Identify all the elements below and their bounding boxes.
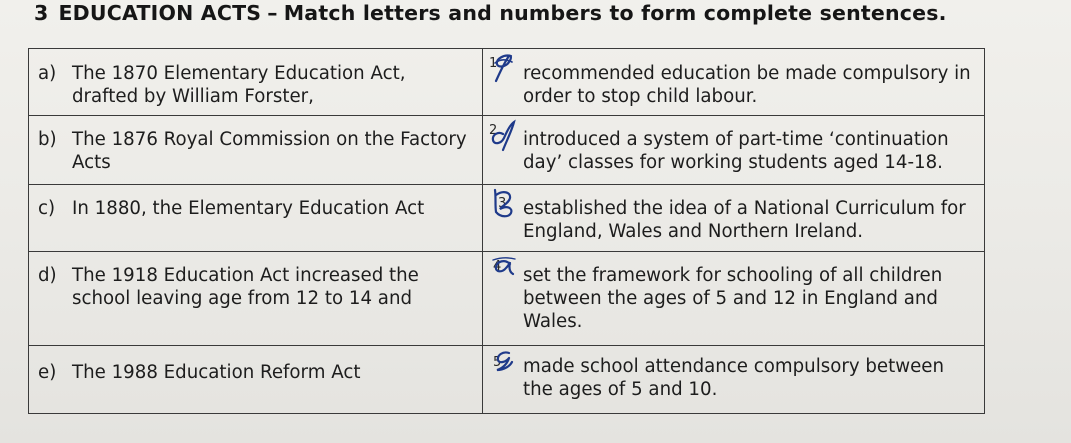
printed-number: 4 — [493, 259, 502, 274]
sentence-start-cell — [29, 49, 483, 116]
printed-number: 1 — [489, 56, 498, 71]
table-row — [29, 49, 985, 116]
sentence-end-text: established the idea of a National Curriculum for England, Wales and Northern Ireland. — [523, 198, 966, 242]
exercise-title: EDUCATION ACTS — [58, 1, 262, 25]
exercise-heading — [34, 1, 947, 25]
printed-number: 5 — [493, 355, 502, 370]
sentence-start-text: In 1880, the Elementary Education Act — [72, 198, 425, 219]
table-row — [29, 185, 985, 252]
handwritten-answer-mark — [487, 51, 521, 85]
printed-number: 3 — [498, 196, 507, 211]
exercise-number: 3 — [34, 1, 49, 25]
sentence-end-cell — [483, 346, 985, 414]
sentence-start-text: The 1876 Royal Commission on the Factory Acts — [72, 129, 467, 173]
matching-table — [28, 48, 985, 414]
handwritten-answer-mark — [487, 118, 521, 152]
sentence-end-text: made school attendance compulsory between the ages of 5 and 10. — [523, 356, 945, 400]
sentence-start-text: The 1918 Education Act increased the school leaving age from 12 to 14 and — [72, 265, 419, 309]
sentence-end-text: recommended education be made compulsory in order to stop child labour. — [523, 63, 971, 107]
option-letter: d) — [38, 265, 57, 286]
sentence-end-cell — [483, 185, 985, 252]
exercise-instruction: Match letters and numbers to form complete sentences. — [283, 1, 947, 25]
sentence-start-cell — [29, 346, 483, 414]
sentence-start-text: The 1988 Education Reform Act — [72, 362, 361, 383]
handwritten-answer-mark — [487, 254, 521, 288]
table-row — [29, 346, 985, 414]
option-letter: e) — [38, 362, 57, 383]
title-dash: – — [267, 1, 278, 25]
sentence-start-cell — [29, 116, 483, 185]
sentence-end-cell — [483, 116, 985, 185]
sentence-end-cell — [483, 49, 985, 116]
table-row — [29, 252, 985, 346]
option-letter: a) — [38, 63, 57, 84]
table-row — [29, 116, 985, 185]
option-letter: b) — [38, 129, 57, 150]
sentence-end-text: introduced a system of part-time ‘continuation day’ classes for working students aged 14-18. — [523, 129, 949, 173]
sentence-start-cell — [29, 185, 483, 252]
sentence-start-cell — [29, 252, 483, 346]
option-letter: c) — [38, 198, 56, 219]
handwritten-answer-mark — [487, 348, 521, 382]
sentence-end-cell — [483, 252, 985, 346]
sentence-start-text: The 1870 Elementary Education Act, drafted by William Forster, — [72, 63, 406, 107]
handwritten-answer-mark — [487, 187, 521, 221]
sentence-end-text: set the framework for schooling of all children between the ages of 5 and 12 in England and Wales. — [523, 265, 943, 332]
printed-number: 2 — [489, 123, 498, 138]
